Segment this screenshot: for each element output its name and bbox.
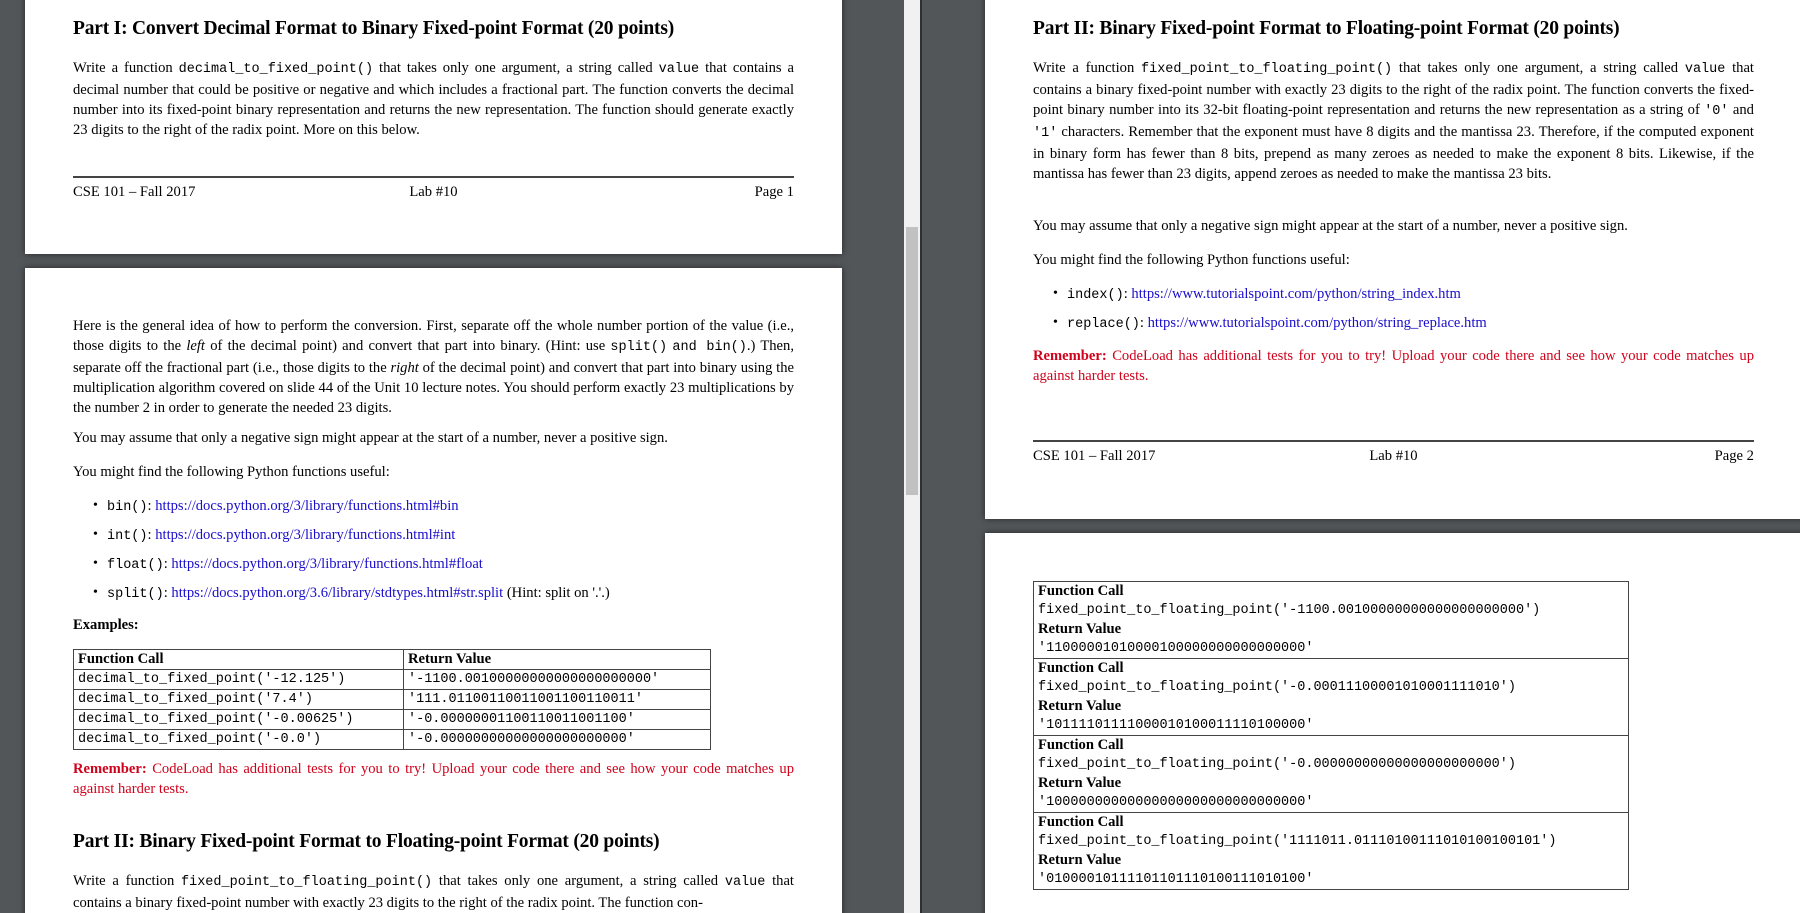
text: CodeLoad has additional tests for you to try! Upload your code there and see how your code matches up against harder tests.	[73, 761, 794, 797]
cell-call: fixed_point_to_floating_point('-0.00011100001010001111010')	[1038, 680, 1516, 695]
text: that takes only one argument, a string called	[373, 60, 659, 76]
function-name: index()	[1067, 288, 1124, 303]
cell-return: '-0.00000000000000000000000'	[404, 730, 711, 750]
cell-return: '-0.00000001100110011001100'	[404, 710, 711, 730]
cell-return: '10111101111000010100011110100000'	[1038, 718, 1314, 733]
text: :	[1139, 315, 1148, 331]
docs-link-index[interactable]: https://www.tutorialspoint.com/python/string_index.htm	[1131, 286, 1461, 302]
list-item	[91, 583, 791, 605]
emphasis: left	[186, 338, 205, 354]
table-row	[1034, 813, 1628, 889]
cell-return: '-1100.00100000000000000000000'	[404, 670, 711, 690]
footer-course: CSE 101 – Fall 2017	[1033, 448, 1156, 464]
docs-link-float[interactable]: https://docs.python.org/3/library/functions.html#float	[171, 556, 483, 572]
part2-heading: Part II: Binary Fixed-point Format to Floating-point Format (20 points)	[1033, 18, 1620, 39]
table-row	[74, 670, 711, 690]
arg-name: value	[658, 62, 700, 77]
code: '1'	[1033, 126, 1058, 141]
list-item	[1051, 284, 1751, 306]
text: CodeLoad has additional tests for you to try! Upload your code there and see how your code matches up against harder tests.	[1033, 348, 1754, 384]
code: split()	[610, 340, 668, 355]
cell-call: decimal_to_fixed_point('-0.00625')	[74, 710, 404, 730]
cell-return: '10000000000000000000000000000000'	[1038, 795, 1314, 810]
general-idea-paragraph	[73, 316, 794, 418]
cell-call: decimal_to_fixed_point('-0.0')	[74, 730, 404, 750]
footer-lab: Lab #10	[1369, 448, 1418, 464]
text: .) Then, separate off the fractional part (i.e., those digits to the	[73, 338, 794, 376]
function-name: split()	[107, 587, 164, 602]
function-name: bin()	[107, 500, 148, 515]
text: that contains a decimal number that could be positive or negative and which includes a fractional part. The function converts the decimal number into its fixed-point binary representation and returns the new representation. The function should generate exactly 23 digits to the right of the radix point. More on this below.	[73, 60, 794, 138]
header-return-value: Return Value	[404, 650, 711, 670]
remember-label: Remember:	[1033, 348, 1107, 364]
function-name: decimal_to_fixed_point()	[178, 62, 374, 77]
page-footer	[1033, 440, 1754, 465]
sign-note: You may assume that only a negative sign might appear at the start of a number, never a positive sign.	[73, 430, 668, 446]
examples-table	[73, 649, 711, 750]
label-function-call: Function Call	[1038, 737, 1124, 753]
text: :	[163, 585, 172, 601]
function-name: fixed_point_to_floating_point()	[1141, 62, 1393, 77]
cell-call: decimal_to_fixed_point('7.4')	[74, 690, 404, 710]
text: :	[147, 498, 156, 514]
cell-call: decimal_to_fixed_point('-12.125')	[74, 670, 404, 690]
examples-label: Examples:	[73, 617, 139, 633]
docs-link-bin[interactable]: https://docs.python.org/3/library/functions.html#bin	[155, 498, 459, 514]
text: Write a function	[1033, 60, 1141, 76]
right-pdf-viewer[interactable]	[922, 0, 1800, 913]
label-function-call: Function Call	[1038, 660, 1124, 676]
label-return-value: Return Value	[1038, 852, 1122, 868]
function-name: replace()	[1067, 317, 1140, 332]
part1-intro	[73, 58, 794, 140]
label-return-value: Return Value	[1038, 775, 1122, 791]
cell-return: '01000010111101101110100111010100'	[1038, 872, 1314, 887]
docs-link-int[interactable]: https://docs.python.org/3/library/functions.html#int	[155, 527, 456, 543]
docs-link-replace[interactable]: https://www.tutorialspoint.com/python/string_replace.htm	[1147, 315, 1487, 331]
text: and	[1728, 102, 1754, 118]
table-row	[74, 690, 711, 710]
cell-call: fixed_point_to_floating_point('1111011.01110100111010100100101')	[1038, 834, 1557, 849]
text: Write a function	[73, 60, 179, 76]
part2-intro	[1033, 58, 1754, 184]
table-row	[1034, 582, 1628, 659]
label-function-call: Function Call	[1038, 814, 1124, 830]
left-page-2	[25, 268, 842, 913]
text: that takes only one argument, a string called	[1392, 60, 1685, 76]
footer-lab: Lab #10	[409, 184, 458, 200]
left-viewer-scrollbar[interactable]	[904, 0, 920, 913]
footer-page: Page 2	[1714, 448, 1754, 464]
table-row	[74, 730, 711, 750]
table-row	[1034, 736, 1628, 813]
cell-return: '11000001010000100000000000000000'	[1038, 641, 1314, 656]
code: '0'	[1704, 104, 1729, 119]
right-page-2	[985, 533, 1800, 913]
scrollbar-thumb[interactable]	[906, 227, 918, 495]
text: Write a function	[73, 873, 181, 889]
list-item	[91, 496, 791, 518]
table-row	[74, 710, 711, 730]
sign-note: You may assume that only a negative sign might appear at the start of a number, never a positive sign.	[1033, 218, 1628, 234]
examples-table	[1033, 581, 1629, 890]
cell-call: fixed_point_to_floating_point('-0.00000000000000000000000')	[1038, 757, 1516, 772]
footer-page: Page 1	[754, 184, 794, 200]
remember-note	[1033, 346, 1754, 386]
function-list	[91, 496, 791, 612]
part2-heading: Part II: Binary Fixed-point Format to Floating-point Format (20 points)	[73, 831, 660, 852]
label-return-value: Return Value	[1038, 621, 1122, 637]
text: :	[163, 556, 172, 572]
table-header-row	[74, 650, 711, 670]
text: of the decimal point) and convert that part into binary using the multiplication algorithm covered on slide 44 of the Unit 10 lecture notes. You should perform exactly 23 multiplications by the number 2 in order to generate the needed 23 digits.	[73, 360, 794, 416]
footer-course: CSE 101 – Fall 2017	[73, 184, 196, 200]
text: that contains a binary fixed-point number with exactly 23 digits to the right of the radix point. The function converts the fixed-point binary number into its 32-bit floating-point representation and returns the new representation as a string of	[1033, 60, 1754, 118]
function-name: int()	[107, 529, 148, 544]
left-page-1	[25, 0, 842, 254]
function-name: float()	[107, 558, 164, 573]
useful-intro: You might find the following Python functions useful:	[1033, 252, 1350, 268]
label-function-call: Function Call	[1038, 583, 1124, 599]
emphasis: right	[390, 360, 419, 376]
text: :	[1123, 286, 1132, 302]
arg-name: value	[724, 875, 766, 890]
part1-heading: Part I: Convert Decimal Format to Binary Fixed-point Format (20 points)	[73, 18, 675, 39]
label-return-value: Return Value	[1038, 698, 1122, 714]
right-page-1	[985, 0, 1800, 519]
hint-text: (Hint: split on '.'.)	[503, 585, 610, 601]
list-item	[91, 554, 791, 576]
text: :	[147, 527, 156, 543]
text: Here is the general idea of how to perform the conversion. First, separate off the whole number portion of the value (i.e., those digits to the	[73, 318, 794, 354]
text: that takes only one argument, a string called	[432, 873, 725, 889]
page-footer	[73, 176, 794, 201]
remember-note	[73, 759, 794, 799]
code: and bin()	[672, 340, 747, 355]
text: of the decimal point) and convert that part into binary. (Hint: use	[205, 338, 611, 354]
useful-intro: You might find the following Python functions useful:	[73, 464, 390, 480]
list-item	[91, 525, 791, 547]
remember-label: Remember:	[73, 761, 147, 777]
function-name: fixed_point_to_floating_point()	[181, 875, 433, 890]
cell-call: fixed_point_to_floating_point('-1100.00100000000000000000000')	[1038, 603, 1541, 618]
part2-intro	[73, 871, 794, 913]
table-row	[1034, 659, 1628, 736]
header-function-call: Function Call	[74, 650, 404, 670]
text: characters. Remember that the exponent must have 8 digits and the mantissa 23. Therefore, if the computed exponent in binary form has fewer than 8 bits, prepend as many zeroes as needed to make the exponent 8 bits. Likewise, if the mantissa has fewer than 23 digits, append zeroes as needed to make the mantissa 23 bits.	[1033, 124, 1754, 182]
function-list	[1051, 284, 1751, 342]
text: that contains a binary fixed-point number with exactly 23 digits to the right of the radix point. The function con-	[73, 873, 794, 911]
arg-name: value	[1684, 62, 1726, 77]
cell-return: '111.01100110011001100110011'	[404, 690, 711, 710]
list-item	[1051, 313, 1751, 335]
docs-link-split[interactable]: https://docs.python.org/3.6/library/stdtypes.html#str.split	[171, 585, 504, 601]
